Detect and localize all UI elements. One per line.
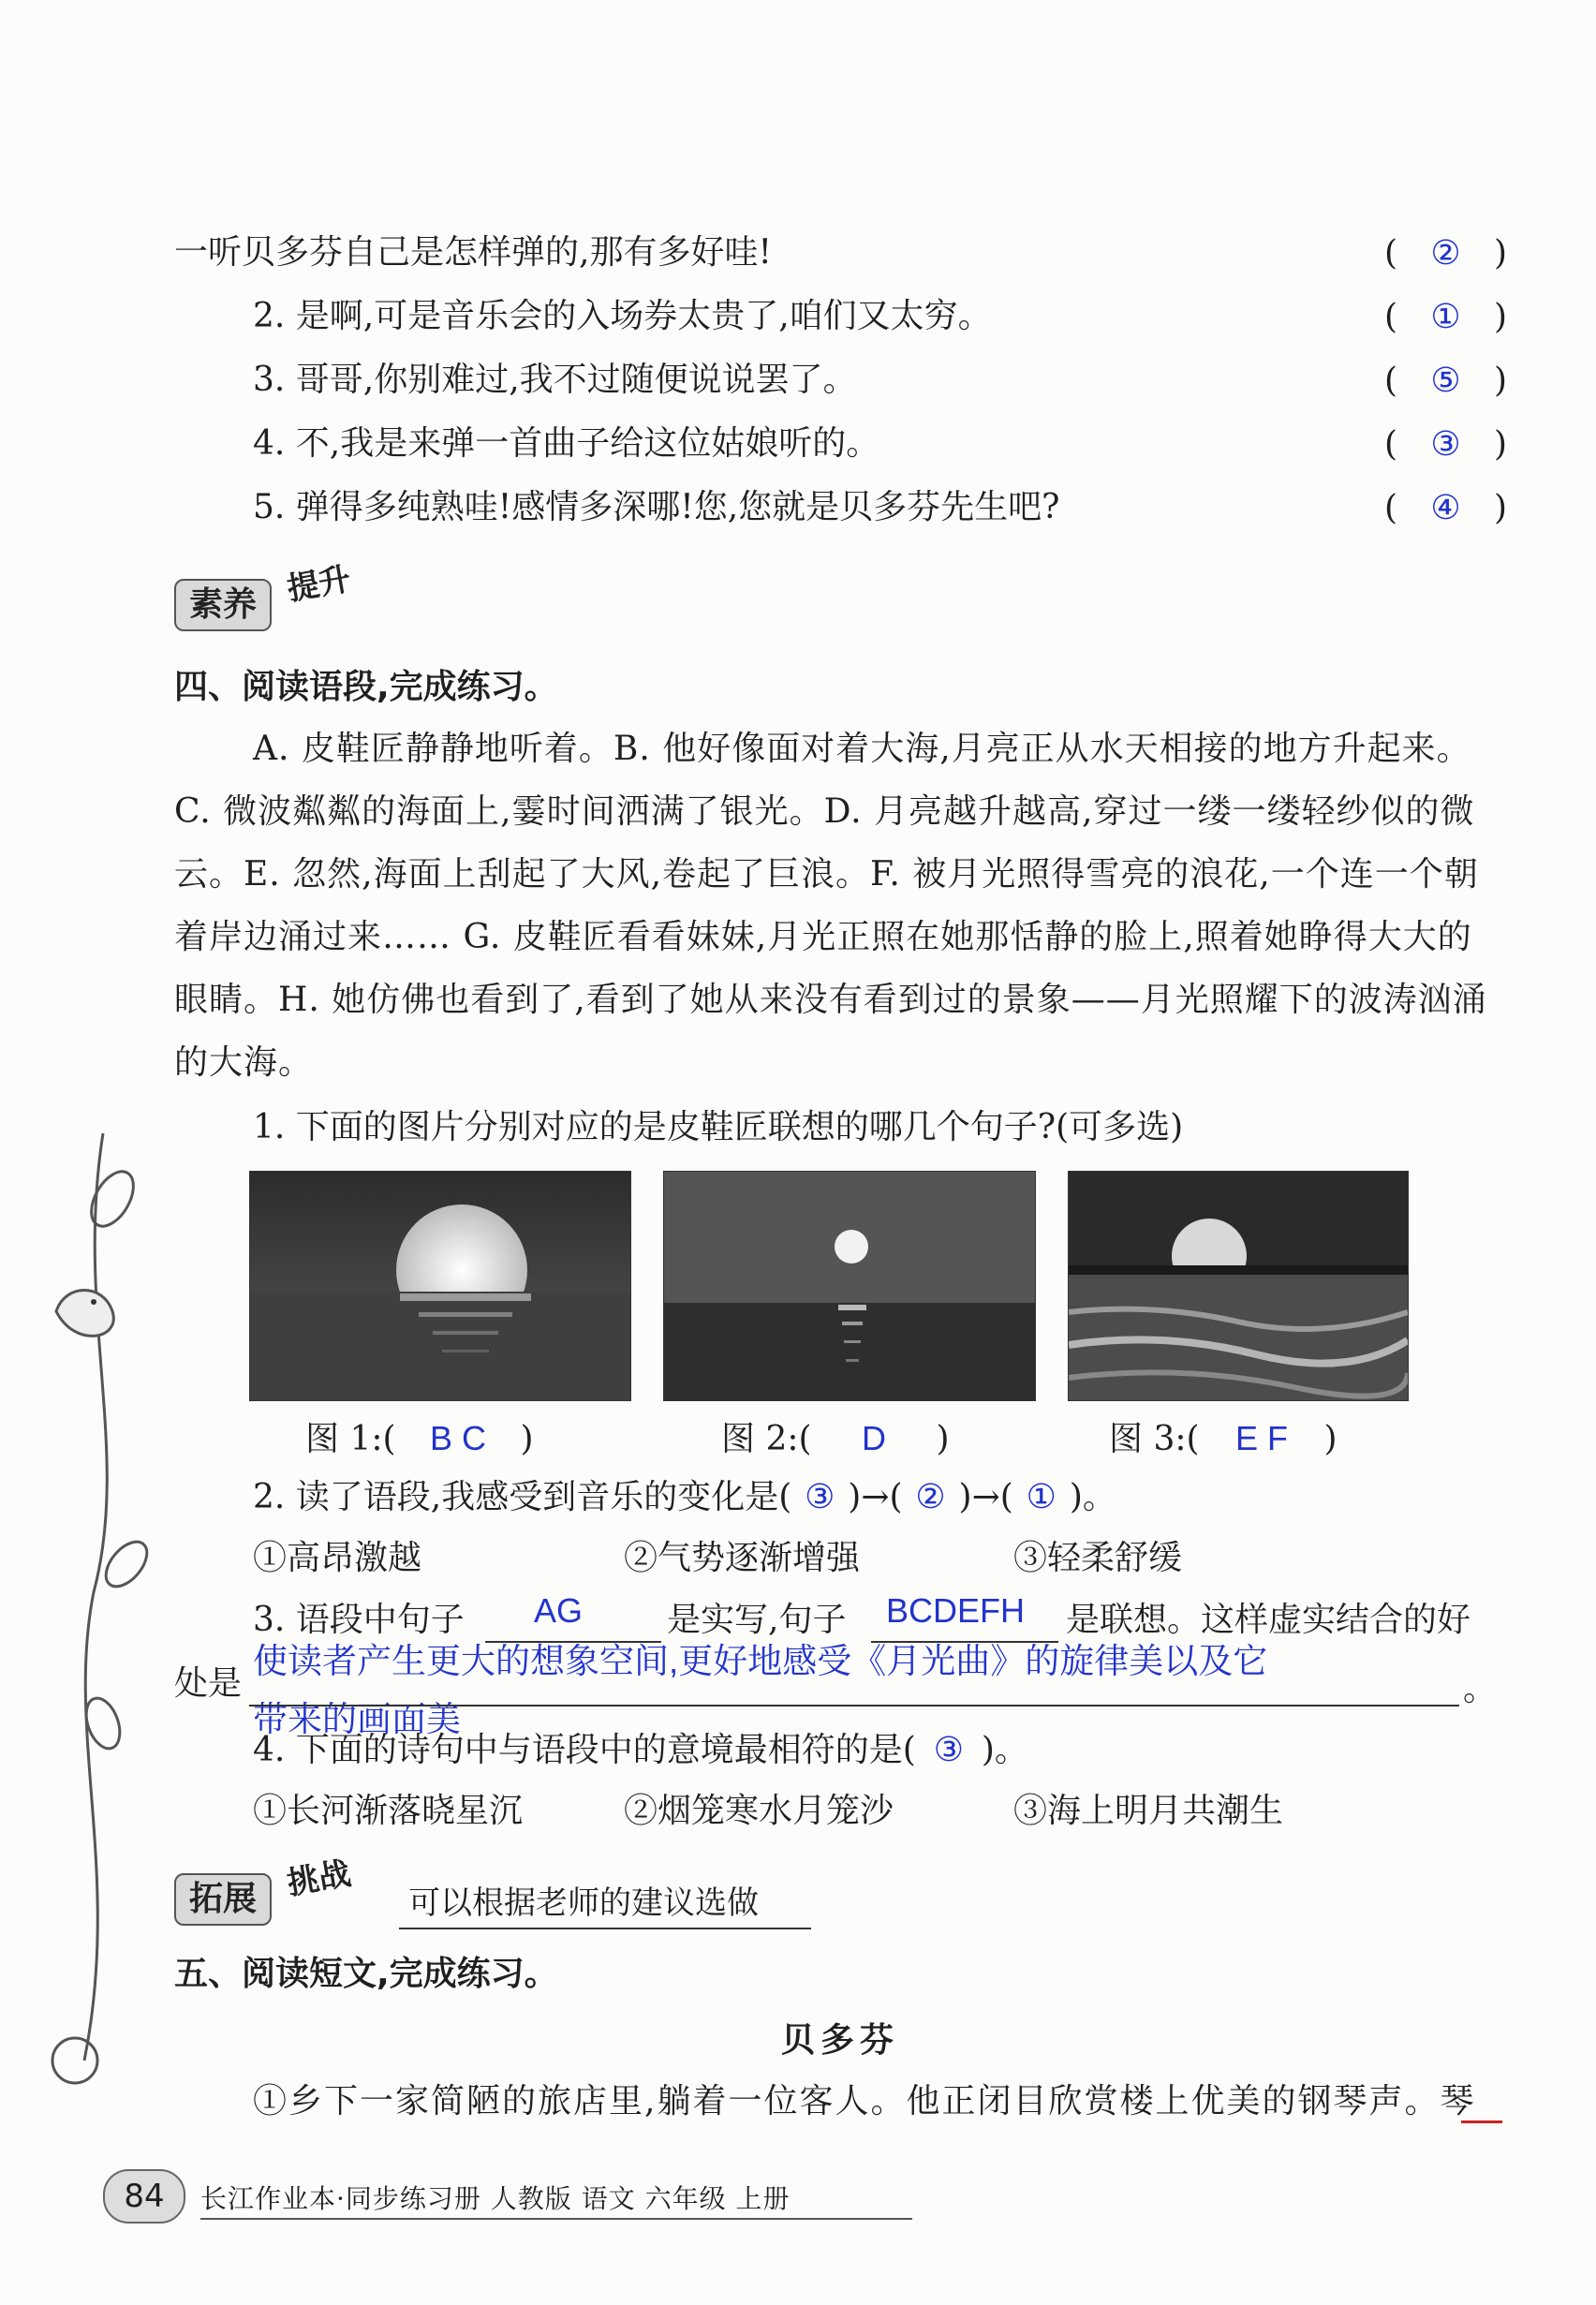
q2-answer-2: ② [915,1477,946,1515]
s3-answer-1 [1384,232,1507,274]
q3-answer-1: AG [534,1591,584,1630]
s3-answer-5 [1384,487,1507,529]
q2-answer-3: ① [1026,1477,1057,1515]
s3-item-4: 4. 不,我是来弹一首曲子给这位姑娘听的。 [253,424,880,463]
q1-text: 1. 下面的图片分别对应的是皮鞋匠联想的哪几个句子?(可多选) [253,1108,1184,1146]
q3-prefix: 3. 语段中句子 [253,1601,465,1639]
decorative-vine [37,1124,150,2154]
q2-option-2: ②气势逐渐增强 [624,1539,861,1577]
footer-text: 长江作业本·同步练习册 人教版 语文 六年级 上册 [200,2183,791,2214]
fig3-label-text: 图 3:( [1109,1420,1200,1458]
q2-text [253,1476,1116,1518]
photo-2-high-moon [663,1171,1036,1401]
paren-open: ( [1384,425,1398,464]
q2-mid-1: )→( [848,1478,903,1516]
q2-option-3: ③轻柔舒缓 [1013,1539,1183,1577]
q3-end: 。 [1463,1670,1498,1708]
q4-suffix: )。 [981,1731,1028,1769]
fig1-label [305,1412,533,1460]
paren-close: ) [1493,489,1507,527]
q3-blank-3 [249,1705,1459,1707]
fig3-label [1109,1412,1337,1460]
badge-top-label: 提升 [284,560,354,609]
paren-open: ( [1384,298,1398,336]
photo-3-image [1069,1172,1408,1400]
q4-option-3: ③海上明月共潮生 [1013,1792,1284,1830]
badge2-note-underline [399,1928,811,1929]
s3-answer-2 [1384,296,1507,338]
q3-answer-line-1: 使读者产生更大的想象空间,更好地感受《月光曲》的旋律美以及它 [253,1642,1268,1680]
q4-prefix: 4. 下面的诗句中与语段中的意境最相符的是( [253,1731,916,1769]
fig2-close: ) [936,1420,950,1458]
q4-text [253,1729,1028,1771]
q2-prefix: 2. 读了语段,我感受到音乐的变化是( [253,1478,792,1516]
q2-mid-2: )→( [958,1478,1013,1516]
badge2-top-label: 挑战 [284,1854,354,1903]
answer-4: ③ [1430,424,1461,463]
q3-line2-prefix: 处是 [174,1664,243,1703]
answer-5: ④ [1430,488,1461,526]
fig1-close: ) [520,1420,534,1458]
photo-1-image [250,1172,630,1400]
paren-close: ) [1493,298,1507,336]
q4-option-1: ①长河渐落晓星沉 [253,1792,524,1830]
photo-2-image [664,1172,1035,1400]
q3-mid: 是实写,句子 [667,1601,847,1639]
paren-open: ( [1384,489,1398,527]
fig2-label-text: 图 2:( [721,1420,812,1458]
badge2-note: 可以根据老师的建议选做 [408,1884,759,1922]
red-underline-mark [1461,2120,1502,2123]
footer-rule [200,2218,912,2220]
page-number: 84 [103,2169,185,2224]
fig1-label-text: 图 1:( [305,1420,396,1458]
fig1-answer: B C [429,1419,486,1457]
paren-open: ( [1384,234,1398,273]
s3-answer-4 [1384,423,1507,465]
s3-item-1: 一听贝多芬自己是怎样弹的,那有多好哇! [174,233,772,272]
q3-text [253,1600,465,1641]
fig2-answer: D [861,1419,886,1457]
q2-suffix: )。 [1069,1478,1116,1516]
section4-passage: A. 皮鞋匠静静地听着。B. 他好像面对着大海,月亮正从水天相接的地方升起来。C. 微波粼粼的海面上,霎时间洒满了银光。D. 月亮越升越高,穿过一缕一缕轻纱似的微云。E. 忽然,海面上刮起了大风,卷起了巨浪。F. 被月光照得雪亮的浪花,一个连一个朝着岸边涌过来…… G. 皮鞋匠看看妹妹,月光正照在她那恬静的脸上,照着她睁得大大的眼睛。H. 她仿佛也看到了,看到了她从来没有看到过的景象——月光照耀下的波涛汹涌的大海。 [174,730,1487,1082]
answer-3: ⑤ [1430,361,1461,399]
fig3-close: ) [1323,1420,1337,1458]
paren-close: ) [1493,362,1507,400]
q3-answer-line-2: 带来的画面美 [253,1700,461,1738]
section4-heading: 四、阅读语段,完成练习。 [174,668,558,706]
badge2-main-label: 拓展 [174,1873,272,1926]
s3-item-2: 2. 是啊,可是音乐会的入场券太贵了,咱们又太穷。 [253,297,992,335]
s3-item-5: 5. 弹得多纯熟哇!感情多深哪!您,您就是贝多芬先生吧? [253,488,1060,526]
badge-suyang-tisheng [174,558,399,643]
q2-answer-1: ③ [805,1477,835,1515]
badge-main-label: 素养 [174,579,272,631]
paren-open: ( [1384,362,1398,400]
q4-answer: ③ [933,1730,964,1768]
paren-close: ) [1493,425,1507,464]
answer-2: ① [1430,297,1461,335]
section5-para1: ①乡下一家简陋的旅店里,躺着一位客人。他正闭目欣赏楼上优美的钢琴声。琴 [253,2082,1476,2120]
section5-heading: 五、阅读短文,完成练习。 [174,1955,558,1993]
photo-1-moonrise [249,1171,631,1401]
badge-tuozhan-tiaozhan [174,1853,830,1937]
q3-answer-2: BCDEFH [886,1591,1026,1630]
paren-close: ) [1493,234,1507,273]
q2-option-1: ①高昂激越 [253,1539,422,1577]
s3-item-3: 3. 哥哥,你别难过,我不过随便说说罢了。 [253,361,857,399]
section5-title: 贝多芬 [781,2020,900,2060]
fig3-answer: E F [1234,1419,1288,1457]
q3-suffix: 是联想。这样虚实结合的好 [1066,1601,1471,1639]
answer-1: ② [1430,233,1461,272]
q4-option-2: ②烟笼寒水月笼沙 [624,1792,894,1830]
fig2-label [721,1412,949,1460]
photo-3-waves [1068,1171,1409,1401]
s3-answer-3 [1384,360,1507,402]
